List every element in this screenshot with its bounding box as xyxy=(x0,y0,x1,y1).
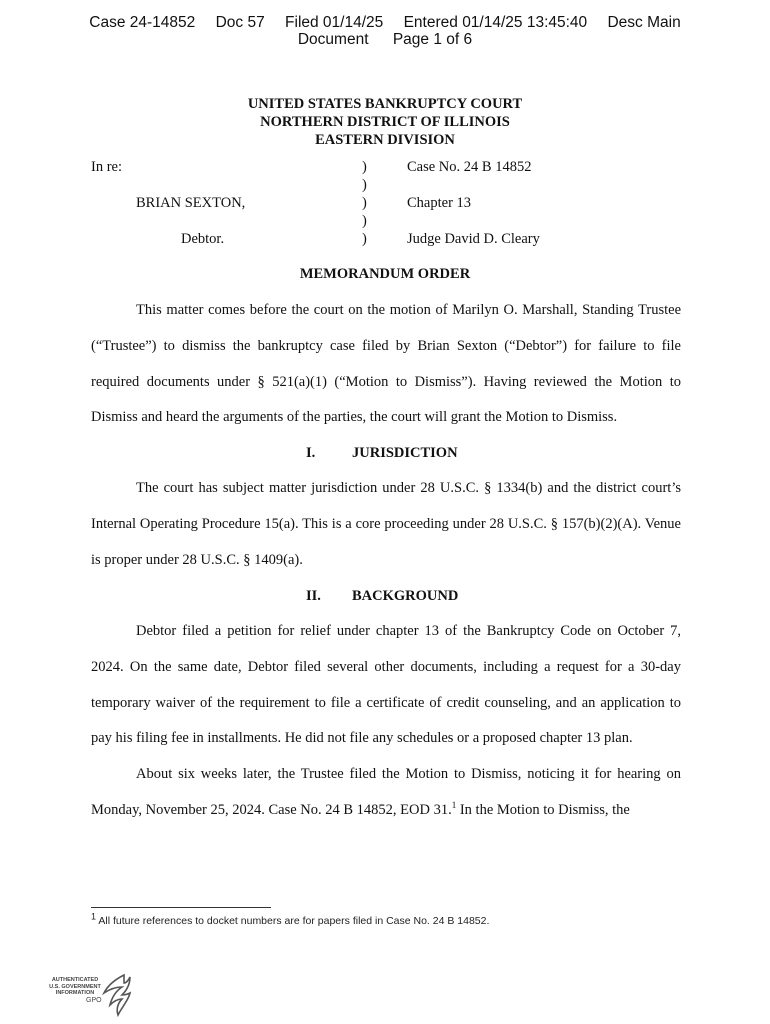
background-text-2: About six weeks later, the Trustee filed the Motion to Dismiss, noticing it for hearing on Monday, November 25, 2024. Case No. 24 B 14852, EOD 31. xyxy=(91,766,681,818)
stamp-page-number: Page 1 of 6 xyxy=(392,31,473,48)
judge-name: Judge David D. Cleary xyxy=(407,231,540,247)
court-district: NORTHERN DISTRICT OF ILLINOIS xyxy=(260,114,510,130)
case-number: Case No. 24 B 14852 xyxy=(407,159,532,175)
stamp-desc: Desc Main xyxy=(607,14,681,31)
jurisdiction-paragraph xyxy=(91,471,681,578)
background-paragraph-2 xyxy=(91,757,681,829)
eagle-icon xyxy=(94,973,134,1017)
ecf-header-stamp xyxy=(0,14,770,48)
background-text-2-cont: In the Motion to Dismiss, the xyxy=(456,801,630,818)
stamp-doc-number: Doc 57 xyxy=(215,14,265,31)
section-number: I. xyxy=(306,445,316,461)
case-caption xyxy=(0,159,770,259)
chapter: Chapter 13 xyxy=(407,195,472,211)
caption-paren: ) xyxy=(362,231,367,247)
footnote-number: 1 xyxy=(91,911,97,922)
court-heading xyxy=(0,95,770,149)
court-division: EASTERN DIVISION xyxy=(315,132,455,148)
caption-paren: ) xyxy=(362,177,367,193)
gpo-mark: GPO xyxy=(86,997,102,1004)
background-text-1: Debtor filed a petition for relief under chapter 13 of the Bankruptcy Code on October 7, 2024. On the same date, Debtor filed several other documents, including a request for a 30-day temporary waiver of the requirement to file a certificate of credit counseling, and an application to pay his filing fee in installments. He did not file any schedules or a proposed chapter 13 plan. xyxy=(91,623,681,747)
stamp-document: Document xyxy=(297,31,369,48)
document-title: MEMORANDUM ORDER xyxy=(299,266,471,282)
in-re-label: In re: xyxy=(91,159,122,175)
section-title: JURISDICTION xyxy=(352,445,458,461)
stamp-filed-date: Filed 01/14/25 xyxy=(285,14,384,31)
debtor-name: BRIAN SEXTON, xyxy=(136,195,246,211)
intro-text: This matter comes before the court on the motion of Marilyn O. Marshall, Standing Trustee (“Trustee”) to dismiss the bankruptcy case filed by Brian Sexton (“Debtor”) for failure to file required documents under § 521(a)(1) (“Motion to Dismiss”). Having reviewed the Motion to Dismiss and heard the arguments of the parties, the court will grant the Motion to Dismiss. xyxy=(91,302,681,426)
caption-paren: ) xyxy=(362,213,367,229)
footnote-divider xyxy=(91,907,271,908)
footnote-text: All future references to docket numbers are for papers filed in Case No. 24 B 14852. xyxy=(96,915,490,927)
jurisdiction-text: The court has subject matter jurisdiction under 28 U.S.C. § 1334(b) and the district court’s Internal Operating Procedure 15(a). This is a core proceeding under 28 U.S.C. § 157(b)(2)(A). Venue is proper under 28 U.S.C. § 1409(a). xyxy=(91,480,681,568)
caption-paren: ) xyxy=(362,159,367,175)
section-number: II. xyxy=(306,588,321,604)
gpo-authentication-logo xyxy=(44,973,134,1017)
stamp-entered-date: Entered 01/14/25 13:45:40 xyxy=(403,14,588,31)
intro-paragraph xyxy=(91,293,681,436)
caption-paren: ) xyxy=(362,195,367,211)
stamp-case-number: Case 24-14852 xyxy=(89,14,196,31)
footnote-reference[interactable]: 1 xyxy=(451,799,457,810)
gpo-logo-label: AUTHENTICATED U.S. GOVERNMENT INFORMATION xyxy=(49,977,101,996)
background-paragraph-1 xyxy=(91,614,681,757)
debtor-label: Debtor. xyxy=(181,231,225,247)
section-title: BACKGROUND xyxy=(352,588,459,604)
court-name: UNITED STATES BANKRUPTCY COURT xyxy=(247,96,523,112)
footnote xyxy=(91,911,691,927)
